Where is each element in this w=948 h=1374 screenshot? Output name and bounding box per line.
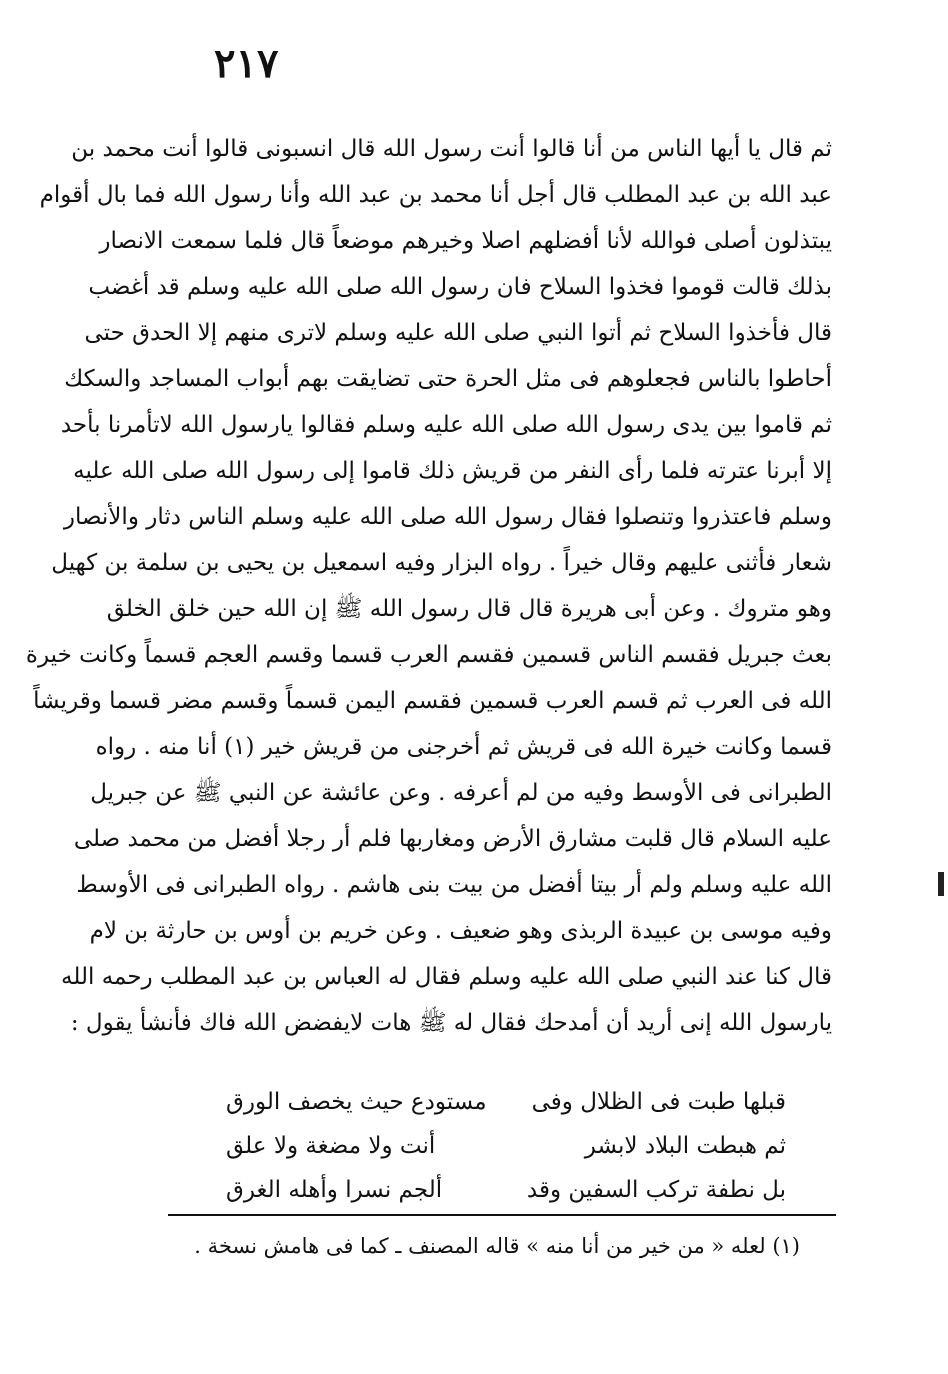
footnote-divider xyxy=(168,1214,836,1216)
text-line: شعار فأثنى عليهم وقال خيراً . رواه البزار وفيه اسمعيل بن يحيى بن سلمة بن كهيل xyxy=(51,550,832,576)
text-line: الله فى العرب ثم قسم العرب قسمين فقسم اليمن قسماً وقسم مضر قسما وقريشاً xyxy=(33,688,832,714)
poem-block xyxy=(226,1080,786,1212)
poem-second-hemistich: أنت ولا مضغة ولا علق xyxy=(226,1133,436,1159)
text-line: ثم قال يا أيها الناس من أنا قالوا أنت رسول الله قال انسبونى قالوا أنت محمد بن xyxy=(71,136,832,162)
text-line: وهو متروك . وعن أبى هريرة قال قال رسول الله ﷺ إن الله حين خلق الخلق xyxy=(106,596,832,622)
text-line: قسما وكانت خيرة الله فى قريش ثم أخرجنى من قريش خير (١) أنا منه . رواه xyxy=(95,734,832,760)
text-line: بذلك قالت قوموا فخذوا السلاح فان رسول الله صلى الله عليه وسلم قد أغضب xyxy=(88,274,832,300)
text-line: ثم قاموا بين يدى رسول الله صلى الله عليه وسلم فقالوا يارسول الله لاتأمرنا بأحد xyxy=(60,412,832,438)
main-text-block xyxy=(25,126,832,1046)
text-line: يارسول الله إنى أريد أن أمدحك فقال له ﷺ هات لايفضض الله فاك فأنشأ يقول : xyxy=(70,1010,832,1036)
footnote: (١) لعله « من خير من أنا منه » قاله المصنف ـ كما فى هامش نسخة . xyxy=(194,1234,800,1258)
poem-verse xyxy=(226,1124,786,1168)
poem-first-hemistich: قبلها طبت فى الظلال وفى xyxy=(531,1089,786,1115)
text-line: قال كنا عند النبي صلى الله عليه وسلم فقال له العباس بن عبد المطلب رحمه الله xyxy=(61,964,832,990)
poem-verse xyxy=(226,1080,786,1124)
text-line: إلا أبرنا عترته فلما رأى النفر من قريش ذلك قاموا إلى رسول الله صلى الله عليه xyxy=(73,458,832,484)
poem-first-hemistich: ثم هبطت البلاد لابشر xyxy=(584,1133,786,1159)
text-line: عبد الله بن عبد المطلب قال أجل أنا محمد بن عبد الله وأنا رسول الله فما بال أقوام xyxy=(39,182,832,208)
scan-artifact-mark xyxy=(938,872,944,896)
page-number: ٢١٧ xyxy=(214,40,279,87)
poem-verse xyxy=(226,1168,786,1212)
text-line: يبتذلون أصلى فوالله لأنا أفضلهم اصلا وخيرهم موضعاً قال فلما سمعت الانصار xyxy=(99,228,832,254)
text-line: وسلم فاعتذروا وتنصلوا فقال رسول الله صلى الله عليه وسلم الناس دثار والأنصار xyxy=(63,504,832,530)
text-line: الله عليه وسلم ولم أر بيتا أفضل من بيت بنى هاشم . رواه الطبرانى فى الأوسط xyxy=(76,872,832,898)
poem-second-hemistich: مستودع حيث يخصف الورق xyxy=(226,1089,487,1115)
poem-first-hemistich: بل نطفة تركب السفين وقد xyxy=(526,1177,786,1203)
text-line: عليه السلام قال قلبت مشارق الأرض ومغاربها فلم أر رجلا أفضل من محمد صلى xyxy=(73,826,832,852)
poem-second-hemistich: ألجم نسرا وأهله الغرق xyxy=(226,1177,443,1203)
text-line: أحاطوا بالناس فجعلوهم فى مثل الحرة حتى تضايقت بهم أبواب المساجد والسكك xyxy=(64,366,832,392)
text-line: بعث جبريل فقسم الناس قسمين فقسم العرب قسما وقسم العجم قسماً وكانت خيرة xyxy=(25,642,832,668)
text-line: وفيه موسى بن عبيدة الربذى وهو ضعيف . وعن خريم بن أوس بن حارثة بن لام xyxy=(89,918,832,944)
text-line: الطبرانى فى الأوسط وفيه من لم أعرفه . وعن عائشة عن النبي ﷺ عن جبريل xyxy=(90,780,832,806)
text-line: قال فأخذوا السلاح ثم أتوا النبي صلى الله عليه وسلم لاترى منهم إلا الحدق حتى xyxy=(84,320,832,346)
